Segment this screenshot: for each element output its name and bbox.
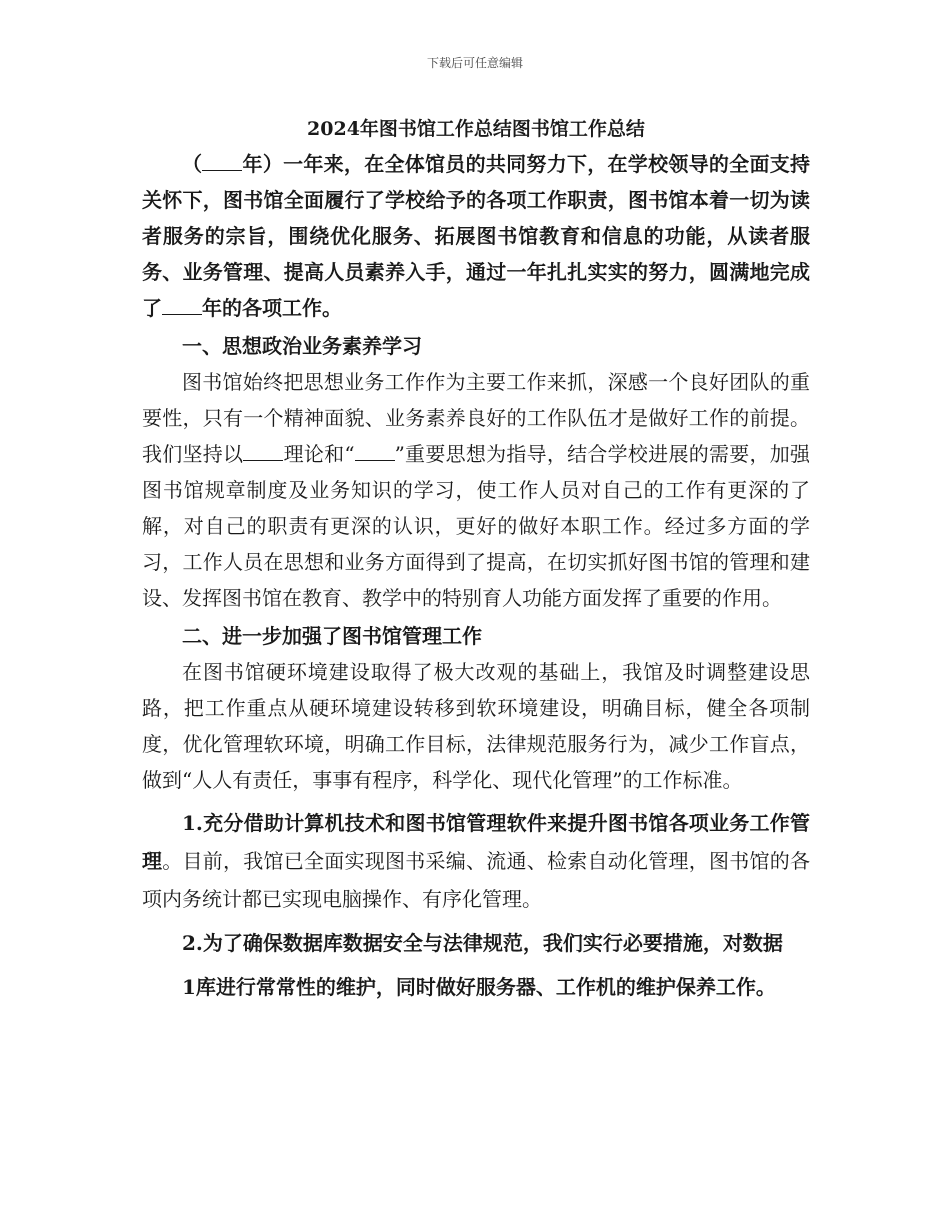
item2-paragraph: 2.为了确保数据库数据安全与法律规范，我们实行必要措施，对数据 <box>182 931 783 955</box>
blank-thought <box>355 442 395 461</box>
intro-end: 年的各项工作。 <box>202 296 342 320</box>
item1-bold-text: 1.充分借助计算机技术和图书馆管理软件来提升图书馆各项业务工作管理 <box>142 811 810 873</box>
intro-body: 年）一年来，在全体馆员的共同努力下，在学校领导的全面支持关怀下，图书馆全面履行了学校给予的各项工作职责，图书馆本着一切为读者服务的宗旨，围绕优化服务、拓展图书馆教育和信息的功能，从读者服务、业务管理、提高人员素养入手，通过一年扎扎实实的努力，圆满地完成了 <box>142 152 811 320</box>
document-body <box>142 112 810 1006</box>
item2-continuation: 1库进行常常性的维护，同时做好服务器、工作机的维护保养工作。 <box>182 975 776 999</box>
section1-part-a: 图书馆始终把思想业务工作作为主要工作来抓，深感一个良好团队的重要性，只有一个精神面貌、业务素养良好的工作队伍才是做好工作的前提。我们坚持以 <box>142 370 810 466</box>
section1-heading: 一、思想政治业务素养学习 <box>182 334 422 358</box>
intro-open: （ <box>182 152 203 176</box>
section2-heading: 二、进一步加强了图书馆管理工作 <box>182 624 482 648</box>
blank-year-1 <box>202 152 242 171</box>
item1-rest-text: 。目前，我馆已全面实现图书采编、流通、检索自动化管理，图书馆的各项内务统计都已实现电脑操作、有序化管理。 <box>142 849 810 911</box>
section2-paragraph: 在图书馆硬环境建设取得了极大改观的基础上，我馆及时调整建设思路，把工作重点从硬环境建设转移到软环境建设，明确目标，健全各项制度，优化管理软环境，明确工作目标，法律规范服务行为，减少工作盲点，做到“人人有责任，事事有程序，科学化、现代化管理”的工作标准。 <box>142 660 810 792</box>
section1-part-b: 理论和“ <box>283 442 355 466</box>
section1-paragraph <box>142 364 810 616</box>
page-header-note: 下载后可任意编辑 <box>426 56 523 70</box>
section1-part-c: ”重要思想为指导，结合学校进展的需要，加强图书馆规章制度及业务知识的学习，使工作人员对自己的工作有更深的了解，对自己的职责有更深的认识，更好的做好本职工作。经过多方面的学习，工作人员在思想和业务方面得到了提高，在切实抓好图书馆的管理和建设、发挥图书馆在教育、教学中的特别育人功能方面发挥了重要的作用。 <box>142 442 810 610</box>
blank-year-2 <box>162 296 202 315</box>
intro-paragraph <box>142 146 810 326</box>
blank-theory <box>243 442 283 461</box>
document-title: 2024年图书馆工作总结图书馆工作总结 <box>307 118 645 140</box>
item1-paragraph <box>142 804 810 918</box>
